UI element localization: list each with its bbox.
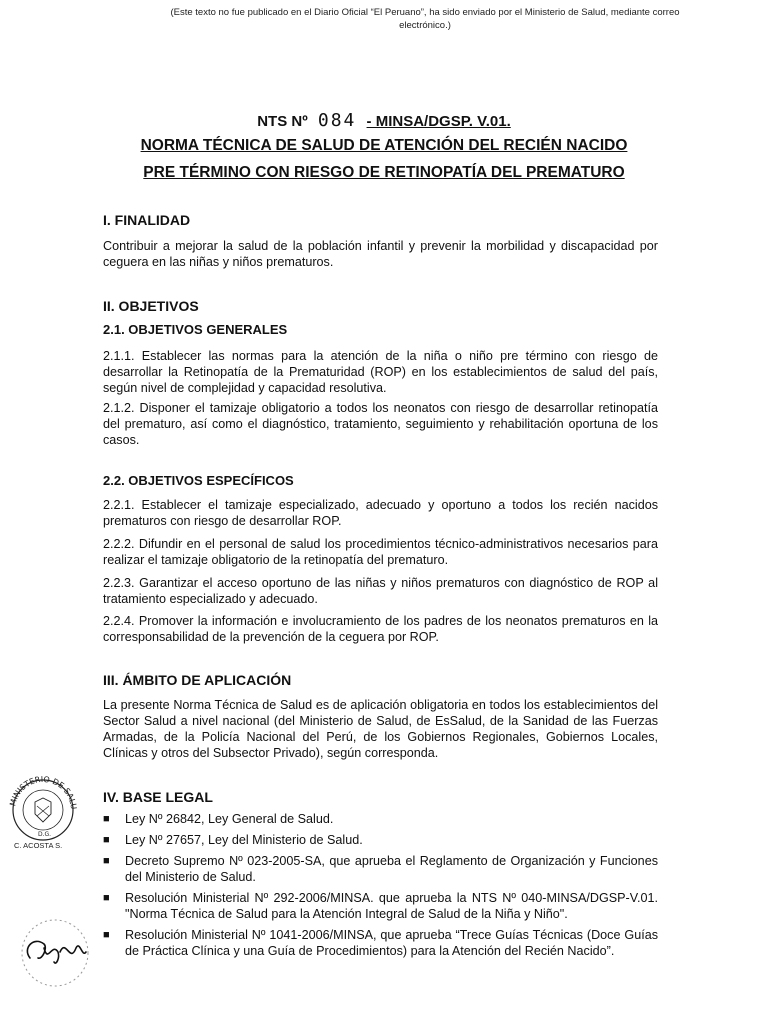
heading-finalidad: I. FINALIDAD [103,212,191,228]
title-line-1: NORMA TÉCNICA DE SALUD DE ATENCIÓN DEL RECIÉN NACIDO [140,137,628,154]
list-item: ■ Resolución Ministerial Nº 1041-2006/MINSA, que aprueba “Trece Guías Técnicas (Doce Guías de Práctica Clínica y una Guía de Procedimientos) para la Atención del Recién Nacido”. [103,928,658,958]
bullet-icon: ■ [103,834,110,846]
list-item: ■ Ley Nº 27657, Ley del Ministerio de Salud. [103,833,363,847]
bullet-icon: ■ [103,813,110,825]
list-item: ■ Ley Nº 26842, Ley General de Salud. [103,812,334,826]
handwritten-signature [8,918,103,993]
bullet-icon: ■ [103,929,110,941]
bullet-icon: ■ [103,892,110,904]
bullet-icon: ■ [103,855,110,867]
nts-suffix: - MINSA/DGSP. V.01. [366,113,511,130]
ministry-seal [7,772,79,847]
heading-objetivos: II. OBJETIVOS [103,298,199,314]
publication-note: (Este texto no fue publicado en el Diario Oficial “El Peruano”, ha sido enviado por el Ministerio de Salud, mediante correo electrónico.) [170,7,680,31]
heading-ambito: III. ÁMBITO DE APLICACIÓN [103,672,292,688]
nts-prefix: NTS Nº [257,113,308,130]
svg-text:MINISTERIO DE SALUD: MINISTERIO DE SALU [8,774,79,810]
list-item: ■ Resolución Ministerial Nº 292-2006/MINSA. que aprueba la NTS Nº 040-MINSA/DGSP-V.01. "Norma Técnica de Salud para la Atención Integral de Salud de la Niña y Niño". [103,891,658,921]
objetivo-especifico-3: 2.2.3. Garantizar el acceso oportuno de las niñas y niños prematuros con diagnóstico de ROP al tratamiento especializado y adecuado. [103,576,658,606]
ambito-text: La presente Norma Técnica de Salud es de aplicación obligatoria en todos los establecimientos del Sector Salud a nivel nacional (del Ministerio de Salud, de EsSalud, de la Sanidad de las Fuerzas Armadas, de la Policía Nacional del Perú, de los Gobiernos Regionales, Gobiernos Locales, Clínicas y otros del Subsector Privado), según corresponda. [103,698,658,760]
heading-objetivos-especificos: 2.2. OBJETIVOS ESPECÍFICOS [103,473,294,488]
title-line-2: PRE TÉRMINO CON RIESGO DE RETINOPATÍA DEL PREMATURO [143,164,625,181]
seal-caption: C. ACOSTA S. [14,841,63,850]
objetivo-especifico-1: 2.2.1. Establecer el tamizaje especializado, adecuado y oportuno a todos los recién nacidos prematuros con riesgo de desarrollar ROP. [103,498,658,528]
objetivo-general-2: 2.1.2. Disponer el tamizaje obligatorio a todos los neonatos con riesgo de desarrollar retinopatía del prematuro, así como el diagnóstico, tratamiento, seguimiento y rehabilitación oportuna de los casos. [103,401,658,447]
objetivo-general-1: 2.1.1. Establecer las normas para la atención de la niña o niño pre término con riesgo de desarrollar la Retinopatía de la Prematuridad (ROP) en los establecimientos de salud del país, según nivel de complejidad y capacidad resolutiva. [103,349,658,395]
nts-number: 084 [317,110,357,131]
svg-text:D.G.: D.G. [38,831,52,838]
list-item: ■ Decreto Supremo Nº 023-2005-SA, que aprueba el Reglamento de Organización y Funciones del Ministerio de Salud. [103,854,658,884]
heading-base-legal: IV. BASE LEGAL [103,789,213,805]
base-legal-list [103,811,658,964]
heading-objetivos-generales: 2.1. OBJETIVOS GENERALES [103,322,288,337]
objetivo-especifico-4: 2.2.4. Promover la información e involucramiento de los padres de los neonatos prematuros en la corresponsabilidad de la prevención de la ceguera por ROP. [103,614,658,644]
finalidad-text: Contribuir a mejorar la salud de la población infantil y prevenir la morbilidad y discapacidad por ceguera en las niñas y niños prematuros. [103,239,658,269]
nts-number-line [0,110,768,131]
objetivo-especifico-2: 2.2.2. Difundir en el personal de salud los procedimientos técnico-administrativos necesarios para realizar el tamizaje obligatorio de la retinopatía del prematuro. [103,537,658,567]
